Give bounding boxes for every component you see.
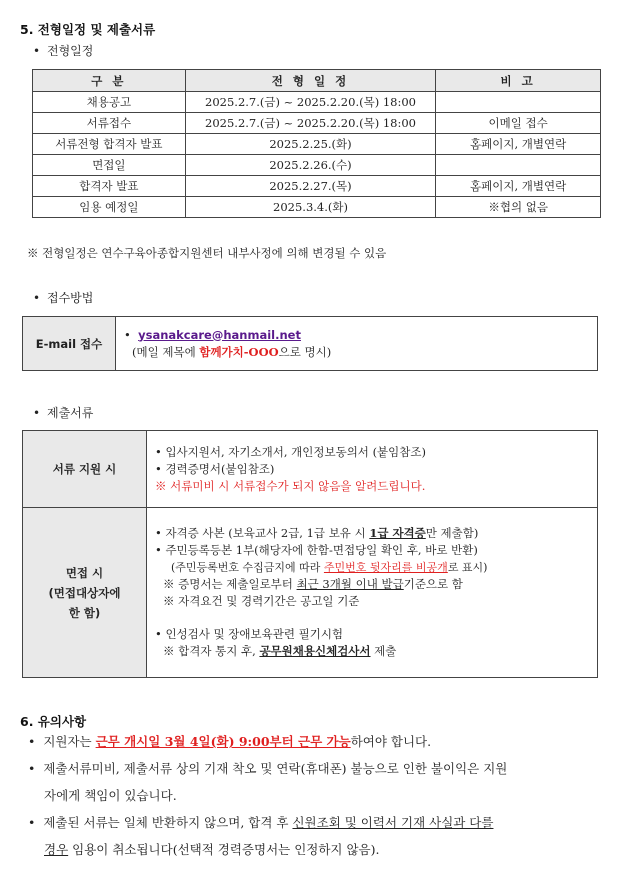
interview-label-2: (면접대상자에 bbox=[48, 585, 121, 600]
i2-line-a: 제출서류미비, 제출서류 상의 기재 착오 및 연락(휴대폰) 불능으로 인한 불이익은 지원 bbox=[43, 761, 508, 776]
subject-line bbox=[124, 344, 589, 361]
i3-underline: 신원조회 및 이력서 기재 사실과 다를 bbox=[292, 815, 494, 830]
email-line: • ysanakcare@hanmail.net bbox=[124, 327, 301, 342]
l7-post: 제출 bbox=[370, 644, 397, 658]
l3-pre: (주민등록번호 수집금지에 따라 bbox=[171, 561, 324, 574]
notice-item-3: • 제출된 서류는 일체 반환하지 않으며, 합격 후 신원조회 및 이력서 기재 사실과 다를 bbox=[28, 815, 494, 830]
row-date: 2025.3.4.(화) bbox=[185, 197, 436, 218]
method-value bbox=[116, 317, 598, 371]
interview-line-5: ※ 자격요건 및 경력기간은 공고일 기준 bbox=[163, 594, 360, 608]
table-row bbox=[33, 176, 601, 197]
notice-list bbox=[28, 728, 603, 863]
l1-post: 만 제출함) bbox=[425, 526, 479, 540]
email-link[interactable]: ysanakcare@hanmail.net bbox=[138, 327, 301, 342]
l7-bold: 공무원채용신체검사서 bbox=[259, 644, 371, 658]
docs-heading: • 제출서류 bbox=[33, 406, 94, 420]
l3-red: 주민번호 뒷자리를 비공개 bbox=[323, 561, 448, 574]
schedule-heading-text: 전형일정 bbox=[47, 44, 94, 58]
interview-value bbox=[147, 508, 598, 678]
apply-line-1: • 입사지원서, 자기소개서, 개인정보동의서 (붙임참조) bbox=[155, 444, 426, 459]
apply-warning: ※ 서류미비 시 서류접수가 되지 않음을 알려드립니다. bbox=[155, 478, 426, 493]
method-heading: • 접수방법 bbox=[33, 291, 94, 305]
i1-post: 하여야 합니다. bbox=[350, 734, 432, 749]
table-row bbox=[33, 197, 601, 218]
method-heading-text: 접수방법 bbox=[47, 291, 94, 305]
row-category: 서류전형 합격자 발표 bbox=[33, 134, 186, 155]
docs-interview-row bbox=[23, 508, 598, 678]
header-schedule: 전 형 일 정 bbox=[185, 70, 436, 92]
interview-label bbox=[23, 508, 147, 678]
notice-item-1: • 지원자는 근무 개시일 3월 4일(화) 9:00부터 근무 가능하여야 합니다. bbox=[28, 734, 432, 749]
l4-underline: 최근 3개월 이내 발급 bbox=[296, 577, 404, 591]
l1-pre: • 자격증 사본 (보육교사 2급, 1급 보유 시 bbox=[155, 526, 370, 540]
method-row bbox=[23, 317, 598, 371]
table-row bbox=[33, 113, 601, 134]
row-date: 2025.2.7.(금) ~ 2025.2.20.(목) 18:00 bbox=[185, 92, 436, 113]
notice-item-2: • 제출서류미비, 제출서류 상의 기재 착오 및 연락(휴대폰) 불능으로 인한 불이익은 지원 bbox=[28, 761, 508, 776]
interview-line-2: • 주민등록등본 1부(해당자에 한함-면접당일 확인 후, 바로 반환) bbox=[155, 543, 478, 557]
schedule-header-row bbox=[33, 70, 601, 92]
header-remark: 비 고 bbox=[436, 70, 601, 92]
row-category: 합격자 발표 bbox=[33, 176, 186, 197]
section-6-title: 6. 유의사항 bbox=[20, 714, 87, 729]
interview-line-6: • 인성검사 및 장애보육관련 필기시험 bbox=[155, 627, 344, 641]
i3-pre: 제출된 서류는 일체 반환하지 않으며, 합격 후 bbox=[43, 815, 293, 830]
l7-pre: ※ 합격자 통지 후, bbox=[163, 644, 260, 658]
docs-apply-row bbox=[23, 431, 598, 508]
header-category: 구 분 bbox=[33, 70, 186, 92]
schedule-note: ※ 전형일정은 연수구육아종합지원센터 내부사정에 의해 변경될 수 있음 bbox=[27, 246, 387, 260]
table-row bbox=[33, 155, 601, 176]
i1-red: 근무 개시일 3월 4일(화) 9:00부터 근무 가능 bbox=[95, 734, 351, 749]
section-5-title: 5. 전형일정 및 제출서류 bbox=[20, 22, 156, 37]
row-category: 면접일 bbox=[33, 155, 186, 176]
row-date: 2025.2.27.(목) bbox=[185, 176, 436, 197]
row-remark: 홈페이지, 개별연락 bbox=[436, 176, 601, 197]
schedule-heading: • 전형일정 bbox=[33, 44, 94, 58]
l4-pre: ※ 증명서는 제출일로부터 bbox=[163, 577, 297, 591]
i3b-underline: 경우 bbox=[44, 842, 69, 857]
row-category: 채용공고 bbox=[33, 92, 186, 113]
row-remark bbox=[436, 155, 601, 176]
table-row bbox=[33, 92, 601, 113]
row-remark bbox=[436, 92, 601, 113]
subject-post: 으로 명시) bbox=[278, 344, 332, 359]
interview-line-4 bbox=[155, 576, 589, 593]
row-remark: 홈페이지, 개별연락 bbox=[436, 134, 601, 155]
l3-post: 로 표시) bbox=[447, 561, 488, 574]
interview-line-3 bbox=[155, 559, 589, 576]
i3b-post: 임용이 취소됩니다(선택적 경력증명서는 인정하지 않음). bbox=[68, 842, 380, 857]
subject-format: 함께가치-OOO bbox=[199, 344, 279, 359]
docs-table bbox=[22, 430, 598, 678]
row-remark: 이메일 접수 bbox=[436, 113, 601, 134]
docs-heading-text: 제출서류 bbox=[47, 406, 94, 420]
apply-line-2: • 경력증명서(붙임참조) bbox=[155, 461, 275, 476]
table-row bbox=[33, 134, 601, 155]
notice-item-3b bbox=[28, 836, 603, 863]
interview-line-7 bbox=[155, 643, 589, 660]
schedule-table bbox=[32, 69, 601, 218]
l1-bold: 1급 자격증 bbox=[369, 526, 426, 540]
row-date: 2025.2.25.(화) bbox=[185, 134, 436, 155]
row-category: 임용 예정일 bbox=[33, 197, 186, 218]
row-date: 2025.2.26.(수) bbox=[185, 155, 436, 176]
row-category: 서류접수 bbox=[33, 113, 186, 134]
notice-item-2b: 자에게 책임이 있습니다. bbox=[44, 788, 177, 803]
row-date: 2025.2.7.(금) ~ 2025.2.20.(목) 18:00 bbox=[185, 113, 436, 134]
subject-pre: (메일 제목에 bbox=[132, 344, 200, 359]
method-label: E-mail 접수 bbox=[23, 317, 116, 371]
row-remark: ※협의 없음 bbox=[436, 197, 601, 218]
method-table bbox=[22, 316, 598, 371]
apply-label: 서류 지원 시 bbox=[23, 431, 147, 508]
interview-label-1: 면접 시 bbox=[65, 565, 104, 580]
apply-value bbox=[147, 431, 598, 508]
interview-label-3: 한 함) bbox=[68, 605, 101, 620]
i1-pre: 지원자는 bbox=[43, 734, 96, 749]
interview-line-1 bbox=[155, 525, 589, 542]
l4-post: 기준으로 함 bbox=[403, 577, 463, 591]
